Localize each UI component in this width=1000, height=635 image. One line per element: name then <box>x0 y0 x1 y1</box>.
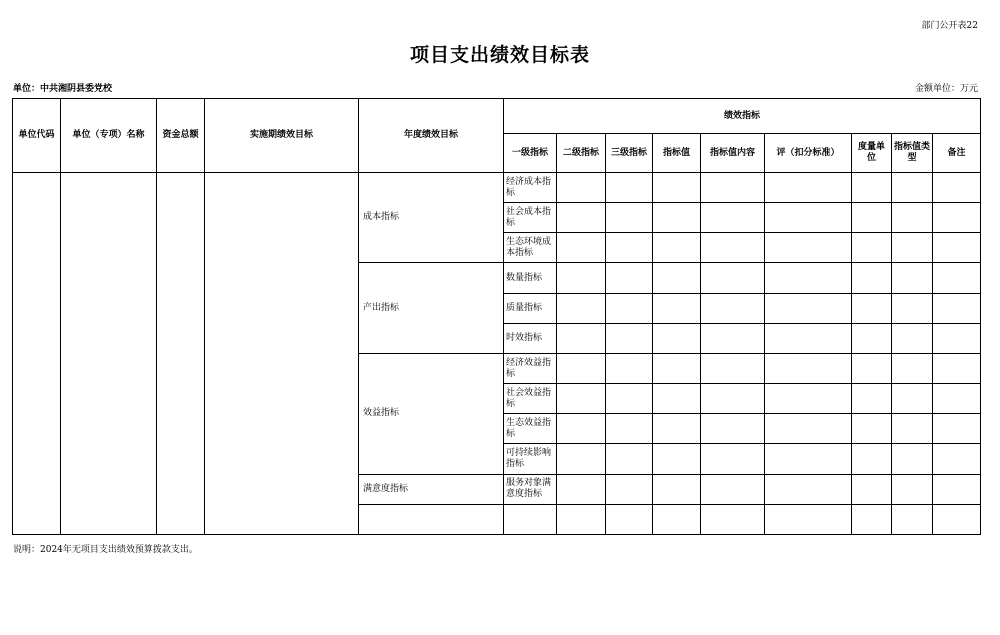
header-remarks: 备注 <box>933 134 981 173</box>
performance-table <box>12 98 981 535</box>
category-benefit: 效益指标 <box>359 353 504 474</box>
cell-period-goal <box>205 173 359 535</box>
amount-unit-label: 金额单位：万元 <box>914 84 978 94</box>
cell-unit-code <box>13 173 61 535</box>
table-row <box>13 173 981 203</box>
secondary-indicator: 质量指标 <box>504 293 557 323</box>
header-unit-name: 单位（专项）名称 <box>61 99 157 173</box>
header-level3: 三级指标 <box>606 134 653 173</box>
header-total-funds: 资金总额 <box>157 99 205 173</box>
cell-total-funds <box>157 173 205 535</box>
secondary-indicator: 数量指标 <box>504 263 557 293</box>
secondary-indicator: 经济效益指标 <box>504 353 557 383</box>
header-value-content: 指标值内容 <box>701 134 765 173</box>
footnote: 说明：2024年无项目支出绩效预算拨款支出。 <box>13 545 198 555</box>
cell-unit-name <box>61 173 157 535</box>
header-measure-unit: 度量单位 <box>852 134 892 173</box>
table-number-label: 部门公开表22 <box>921 21 978 31</box>
header-value-type: 指标值类型 <box>892 134 933 173</box>
header-scoring: 评（扣分标准） <box>765 134 852 173</box>
secondary-indicator: 社会效益指标 <box>504 384 557 414</box>
secondary-indicator: 经济成本指标 <box>504 173 557 203</box>
secondary-indicator: 社会成本指标 <box>504 203 557 233</box>
secondary-indicator: 生态环境成本指标 <box>504 233 557 263</box>
header-level2: 二级指标 <box>557 134 606 173</box>
header-annual-goal: 年度绩效目标 <box>359 99 504 173</box>
header-period-goal: 实施期绩效目标 <box>205 99 359 173</box>
header-unit-code: 单位代码 <box>13 99 61 173</box>
secondary-indicator: 可持续影响指标 <box>504 444 557 474</box>
header-value: 指标值 <box>653 134 701 173</box>
secondary-indicator: 服务对象满意度指标 <box>504 474 557 504</box>
header-level1: 一级指标 <box>504 134 557 173</box>
secondary-indicator: 时效指标 <box>504 323 557 353</box>
header-performance-indicators: 绩效指标 <box>504 99 981 134</box>
page-title: 项目支出绩效目标表 <box>409 44 590 66</box>
secondary-indicator: 生态效益指标 <box>504 414 557 444</box>
category-cost: 成本指标 <box>359 173 504 263</box>
category-satisfaction: 满意度指标 <box>359 474 504 504</box>
unit-label: 单位：中共湘阴县委党校 <box>13 84 113 94</box>
category-output: 产出指标 <box>359 263 504 353</box>
